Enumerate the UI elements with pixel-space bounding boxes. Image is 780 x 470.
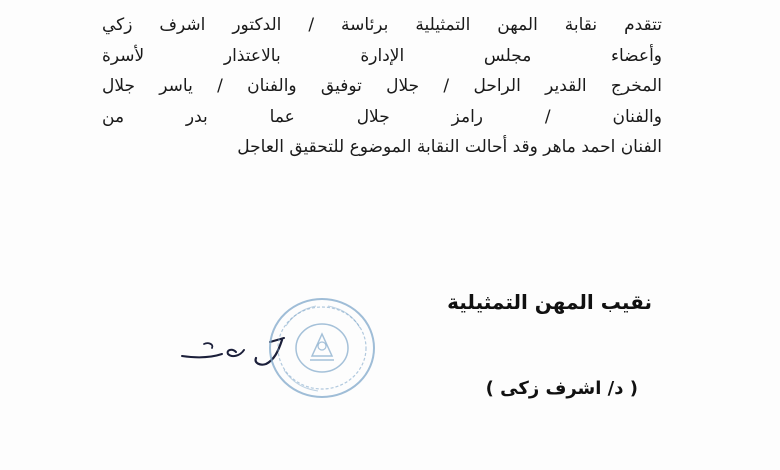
signatory-name: ( د/ اشرف زكى )	[485, 378, 638, 399]
letter-line-1: تتقدم نقابة المهن التمثيلية برئاسة / الدكتور اشرف زكي	[102, 15, 662, 35]
syndicate-seal-icon	[266, 296, 378, 400]
letter-line-4: والفنان / رامز جلال عما بدر من	[102, 106, 662, 127]
letter-line-2: وأعضاء مجلس الإدارة بالاعتذار لأسرة	[102, 45, 662, 66]
signatory-title: نقيب المهن التمثيلية	[447, 290, 652, 314]
letter-body	[102, 10, 662, 163]
letter-line-5: الفنان احمد ماهر وقد أحالت النقابة الموضوع للتحقيق العاجل	[237, 137, 662, 157]
letter-line-3: المخرج القدير الراحل / جلال توفيق والفنان / ياسر جلال	[102, 76, 662, 96]
